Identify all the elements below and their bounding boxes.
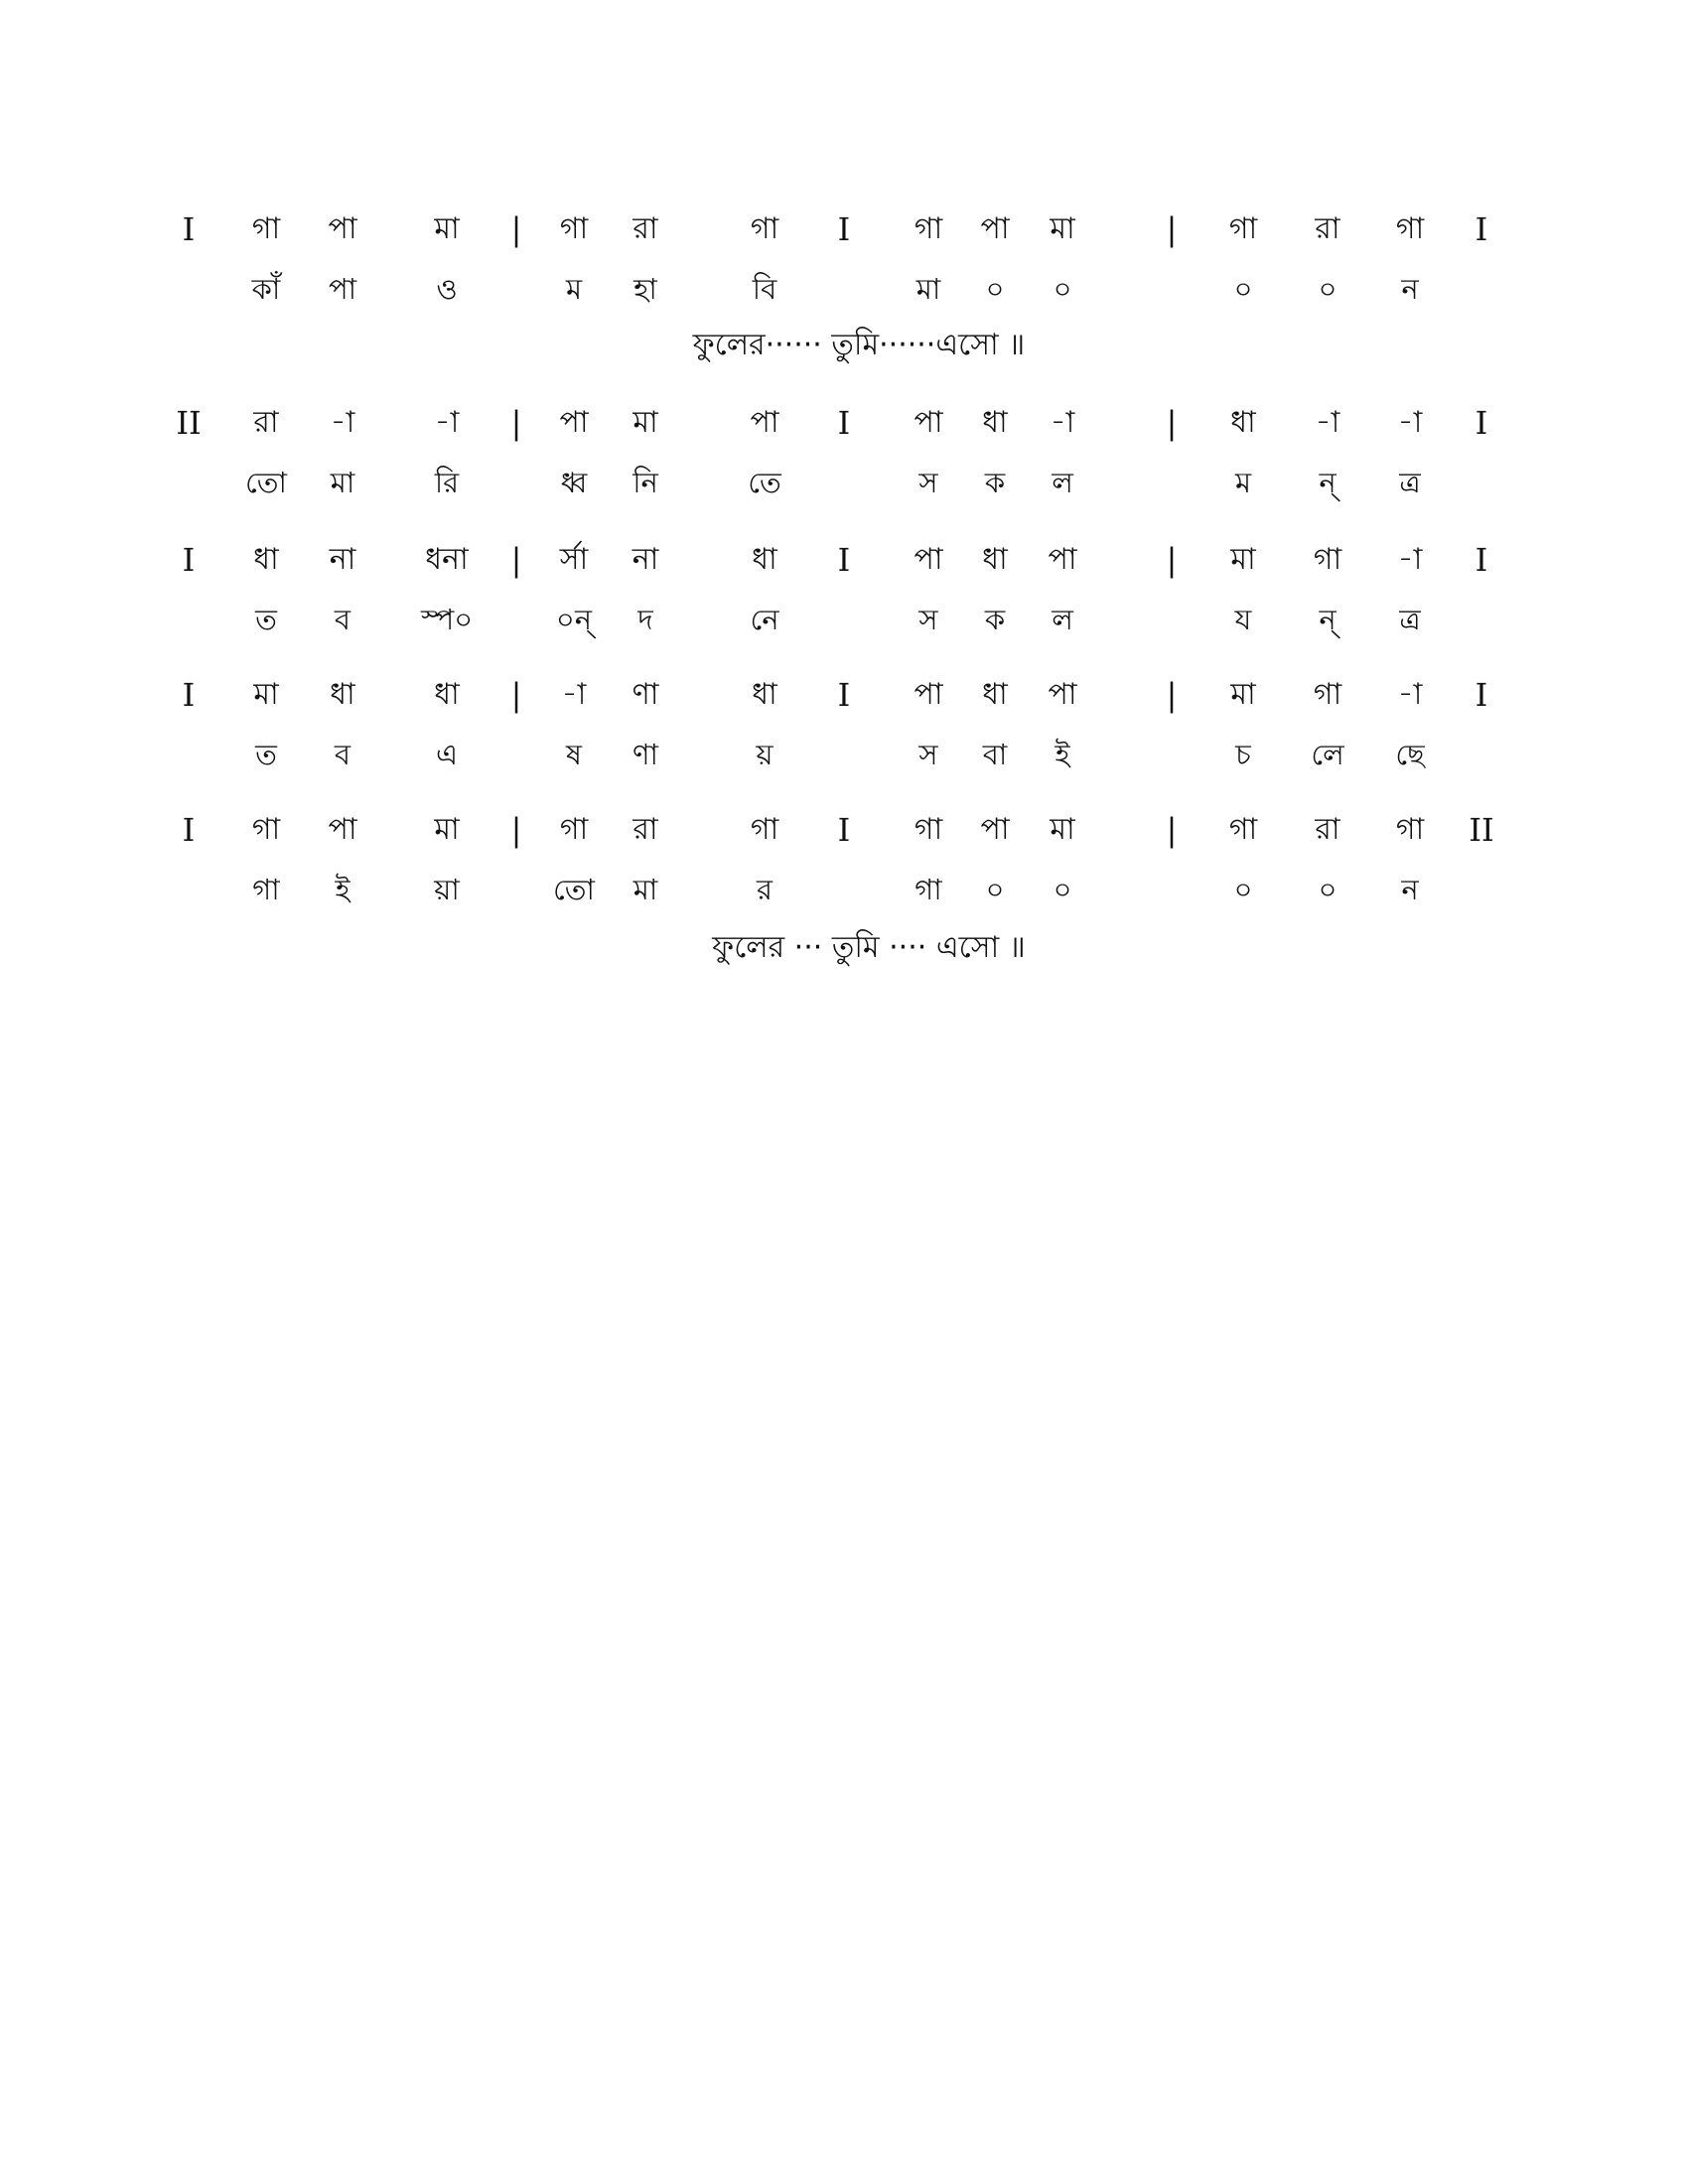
bar-line: I [1475, 404, 1488, 442]
swara-note: পা [980, 211, 1010, 246]
swara-note: ধা [330, 677, 355, 712]
lyric-syllable: ন্ [1319, 603, 1336, 636]
swara-note: ধা [982, 677, 1008, 712]
lyric-syllable: তো [245, 466, 287, 499]
lyric-syllable: ত [255, 603, 277, 636]
lyric-syllable: ণা [633, 738, 658, 771]
bar-line: I [837, 676, 851, 714]
swara-note: মা [1230, 542, 1256, 577]
lyric-syllable: র [757, 873, 773, 906]
swara-note: -া [1315, 405, 1340, 440]
lyric-syllable: চ [1235, 738, 1251, 771]
refrain-word: তুমি [831, 930, 880, 965]
swara-note: গা [750, 211, 779, 246]
swara-note: মা [253, 677, 279, 712]
swara-note: ধনা [425, 542, 469, 577]
bar-line: I [182, 811, 196, 849]
swara-note: -া [434, 405, 460, 440]
swara-note: -া [330, 405, 355, 440]
bar-line: II [1469, 811, 1494, 849]
swara-note: গা [251, 812, 281, 847]
lyric-syllable: তে [748, 466, 781, 499]
lyric-syllable: ই [335, 873, 351, 906]
lyric-syllable: মা [915, 272, 941, 306]
swara-note: গা [1395, 812, 1425, 847]
refrain-word: এসো ॥ [935, 930, 1026, 965]
swara-note: -া [1050, 405, 1075, 440]
refrain-dots: ······ [765, 328, 822, 362]
swara-note: মা [434, 211, 460, 246]
refrain-word: তুমি [831, 328, 880, 362]
refrain-dots: ··· [793, 930, 823, 965]
lyric-syllable: স্প০ [420, 603, 474, 636]
swara-note: -া [1397, 405, 1423, 440]
lyric-syllable: ০ [1233, 873, 1253, 906]
lyric-syllable: হা [633, 272, 657, 306]
bar-line: | [510, 811, 522, 849]
swara-note: গা [559, 812, 589, 847]
lyric-syllable: ব [334, 603, 352, 636]
bar-line: I [182, 210, 196, 248]
swara-note: রা [633, 812, 658, 847]
swara-note: পা [914, 405, 943, 440]
lyric-syllable: ত্র [1399, 466, 1421, 499]
notation-row-5 [0, 805, 1688, 855]
lyric-syllable: দ [637, 603, 653, 636]
lyric-syllable: ক [984, 466, 1006, 499]
lyric-syllable: ০ [1318, 873, 1337, 906]
lyric-syllable: ০ [1053, 873, 1072, 906]
swara-note: ধা [752, 677, 777, 712]
lyric-syllable: ল [1052, 466, 1073, 499]
swara-note: না [329, 542, 356, 577]
swara-note: ধা [434, 677, 460, 712]
notation-row-3 [0, 535, 1688, 585]
swara-note: গা [914, 812, 943, 847]
refrain-dots: ······ [879, 328, 936, 362]
lyric-syllable: বা [982, 738, 1008, 771]
lyric-syllable: স [918, 603, 938, 636]
lyric-syllable: ০ [1318, 272, 1337, 306]
notation-row-2 [0, 398, 1688, 448]
lyric-syllable: লে [1311, 738, 1344, 771]
lyric-syllable: এ [435, 738, 459, 771]
swara-note: পা [914, 542, 943, 577]
lyric-row-2 [0, 458, 1688, 507]
bar-line: | [1166, 404, 1178, 442]
swara-note: পা [1048, 677, 1077, 712]
lyric-syllable: ছে [1395, 738, 1425, 771]
lyric-syllable: য়া [434, 873, 460, 906]
lyric-syllable: ০ [985, 272, 1005, 306]
lyric-syllable: মা [633, 873, 658, 906]
swara-note: পা [750, 405, 779, 440]
lyric-syllable: ও [436, 272, 458, 306]
lyric-syllable: ল [1052, 603, 1073, 636]
lyric-syllable: স [918, 466, 938, 499]
swara-note: পা [914, 677, 943, 712]
lyric-syllable: ব [334, 738, 352, 771]
lyric-syllable: স [918, 738, 938, 771]
refrain-word: ফুলের [712, 930, 785, 965]
bar-line: | [1166, 541, 1178, 579]
lyric-syllable: নি [633, 466, 658, 499]
swara-note: গা [251, 211, 281, 246]
lyric-syllable: য [1234, 603, 1252, 636]
swara-note: গা [1313, 677, 1342, 712]
lyric-row-3 [0, 595, 1688, 644]
swara-note: ধা [982, 405, 1008, 440]
lyric-syllable: কাঁ [251, 272, 281, 306]
swara-note: গা [559, 211, 589, 246]
lyric-syllable: ০ন্ [555, 603, 593, 636]
lyric-syllable: ষ [566, 738, 582, 771]
refrain-word: ফুলের [692, 328, 766, 362]
bar-line: | [1166, 676, 1178, 714]
lyric-syllable: ই [1055, 738, 1070, 771]
swara-note: রা [1315, 211, 1340, 246]
swara-note: পা [328, 812, 357, 847]
bar-line: | [510, 404, 522, 442]
bar-line: I [1475, 210, 1488, 248]
swara-note: গা [914, 211, 943, 246]
bar-line: I [837, 541, 851, 579]
lyric-syllable: ম [565, 272, 583, 306]
lyric-syllable: ধ্ব [560, 466, 588, 499]
lyric-syllable: ত্র [1399, 603, 1421, 636]
bar-line: I [182, 541, 196, 579]
bar-line: II [176, 404, 202, 442]
lyric-syllable: ম [1234, 466, 1252, 499]
lyric-syllable: রি [434, 466, 460, 499]
lyric-syllable: গা [252, 873, 280, 906]
lyric-syllable: ন [1401, 272, 1419, 306]
swara-note: না [632, 542, 659, 577]
notation-row-1 [0, 205, 1688, 254]
bar-line: | [510, 676, 522, 714]
swara-note: গা [1228, 812, 1258, 847]
bar-line: I [1475, 676, 1488, 714]
bar-line: | [1166, 210, 1178, 248]
refrain-word: এসো ॥ [935, 328, 1026, 362]
swara-note: গা [1395, 211, 1425, 246]
lyric-syllable: ত [255, 738, 277, 771]
swara-note: -া [561, 677, 587, 712]
lyric-syllable: মা [330, 466, 355, 499]
swara-note: পা [559, 405, 589, 440]
swara-note: মা [1050, 211, 1075, 246]
lyric-syllable: য় [756, 738, 774, 771]
swara-note: রা [633, 211, 658, 246]
bar-line: I [837, 210, 851, 248]
bar-line: I [182, 676, 196, 714]
bar-line: I [837, 811, 851, 849]
swara-note: রা [1315, 812, 1340, 847]
lyric-syllable: ক [984, 603, 1006, 636]
refrain-line-1 [0, 321, 1688, 370]
bar-line: I [837, 404, 851, 442]
lyric-syllable: বি [752, 272, 777, 306]
lyric-syllable: ন্ [1319, 466, 1336, 499]
swara-note: রা [253, 405, 279, 440]
lyric-syllable: ন [1401, 873, 1419, 906]
swara-note: গা [1228, 211, 1258, 246]
lyric-syllable: ০ [1053, 272, 1072, 306]
swara-note: ধা [1230, 405, 1256, 440]
swara-note: গা [1313, 542, 1342, 577]
notation-row-4 [0, 670, 1688, 720]
swara-note: পা [980, 812, 1010, 847]
bar-line: | [510, 210, 522, 248]
refrain-line-2 [0, 923, 1688, 973]
bar-line: | [1166, 811, 1178, 849]
swara-note: মা [434, 812, 460, 847]
swara-note: ণা [632, 677, 659, 712]
lyric-syllable: পা [328, 272, 357, 306]
swara-note: ধা [752, 542, 777, 577]
lyric-syllable: গা [914, 873, 942, 906]
lyric-row-1 [0, 264, 1688, 314]
swara-note: ধা [253, 542, 279, 577]
swara-note: পা [1048, 542, 1077, 577]
swara-note: র্সা [559, 542, 589, 577]
swara-note: -া [1397, 542, 1423, 577]
lyric-syllable: নে [750, 603, 779, 636]
lyric-syllable: ০ [1233, 272, 1253, 306]
swara-note: মা [1050, 812, 1075, 847]
lyric-row-5 [0, 865, 1688, 914]
lyric-syllable: ০ [985, 873, 1005, 906]
lyric-row-4 [0, 730, 1688, 779]
swara-note: -া [1397, 677, 1423, 712]
swara-note: মা [633, 405, 658, 440]
bar-line: I [1475, 541, 1488, 579]
swara-note: ধা [982, 542, 1008, 577]
swara-note: গা [750, 812, 779, 847]
swara-note: পা [328, 211, 357, 246]
refrain-dots: ···· [889, 930, 927, 965]
swara-note: মা [1230, 677, 1256, 712]
lyric-syllable: তো [553, 873, 595, 906]
bar-line: | [510, 541, 522, 579]
